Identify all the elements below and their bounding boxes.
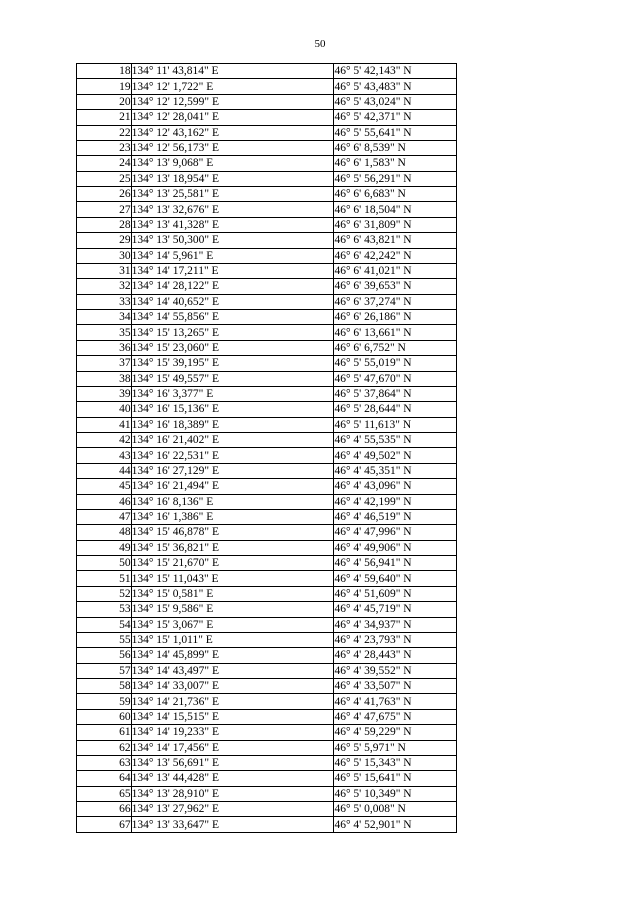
longitude-cell: 134° 15' 21,670" E	[131, 556, 334, 571]
point-number-cell: 53	[77, 602, 132, 617]
longitude-cell: 134° 11' 43,814" E	[131, 64, 334, 79]
point-number-cell: 66	[77, 802, 132, 817]
longitude-cell: 134° 15' 39,195" E	[131, 356, 334, 371]
longitude-cell: 134° 14' 40,652" E	[131, 294, 334, 309]
point-number-cell: 40	[77, 402, 132, 417]
table-row	[77, 248, 457, 263]
table-row	[77, 786, 457, 801]
table-row	[77, 417, 457, 432]
latitude-cell: 46° 4' 42,199" N	[334, 494, 457, 509]
point-number-cell: 39	[77, 386, 132, 401]
table-row	[77, 371, 457, 386]
latitude-cell: 46° 6' 8,539" N	[334, 140, 457, 155]
table-row	[77, 586, 457, 601]
table-row	[77, 802, 457, 817]
latitude-cell: 46° 4' 33,507" N	[334, 679, 457, 694]
longitude-cell: 134° 14' 45,899" E	[131, 648, 334, 663]
latitude-cell: 46° 4' 46,519" N	[334, 509, 457, 524]
point-number-cell: 45	[77, 479, 132, 494]
point-number-cell: 30	[77, 248, 132, 263]
point-number-cell: 36	[77, 340, 132, 355]
point-number-cell: 22	[77, 125, 132, 140]
longitude-cell: 134° 12' 56,173" E	[131, 140, 334, 155]
point-number-cell: 65	[77, 786, 132, 801]
table-row	[77, 725, 457, 740]
table-row	[77, 94, 457, 109]
longitude-cell: 134° 16' 1,386" E	[131, 509, 334, 524]
point-number-cell: 51	[77, 571, 132, 586]
point-number-cell: 58	[77, 679, 132, 694]
longitude-cell: 134° 12' 43,162" E	[131, 125, 334, 140]
coordinates-table-body	[77, 64, 457, 833]
point-number-cell: 24	[77, 156, 132, 171]
latitude-cell: 46° 4' 45,719" N	[334, 602, 457, 617]
point-number-cell: 63	[77, 755, 132, 770]
table-row	[77, 679, 457, 694]
latitude-cell: 46° 5' 15,641" N	[334, 771, 457, 786]
latitude-cell: 46° 4' 52,901" N	[334, 817, 457, 832]
point-number-cell: 25	[77, 171, 132, 186]
longitude-cell: 134° 16' 18,389" E	[131, 417, 334, 432]
longitude-cell: 134° 15' 1,011" E	[131, 632, 334, 647]
table-row	[77, 325, 457, 340]
latitude-cell: 46° 4' 59,640" N	[334, 571, 457, 586]
longitude-cell: 134° 15' 36,821" E	[131, 540, 334, 555]
point-number-cell: 50	[77, 556, 132, 571]
longitude-cell: 134° 13' 32,676" E	[131, 202, 334, 217]
table-row	[77, 463, 457, 478]
point-number-cell: 20	[77, 94, 132, 109]
point-number-cell: 55	[77, 632, 132, 647]
point-number-cell: 18	[77, 64, 132, 79]
longitude-cell: 134° 13' 41,328" E	[131, 217, 334, 232]
longitude-cell: 134° 14' 17,456" E	[131, 740, 334, 755]
longitude-cell: 134° 13' 18,954" E	[131, 171, 334, 186]
point-number-cell: 46	[77, 494, 132, 509]
latitude-cell: 46° 6' 39,653" N	[334, 279, 457, 294]
latitude-cell: 46° 5' 42,371" N	[334, 110, 457, 125]
longitude-cell: 134° 16' 21,494" E	[131, 479, 334, 494]
table-row	[77, 386, 457, 401]
latitude-cell: 46° 4' 59,229" N	[334, 725, 457, 740]
latitude-cell: 46° 5' 28,644" N	[334, 402, 457, 417]
point-number-cell: 67	[77, 817, 132, 832]
latitude-cell: 46° 5' 0,008" N	[334, 802, 457, 817]
longitude-cell: 134° 13' 44,428" E	[131, 771, 334, 786]
point-number-cell: 54	[77, 617, 132, 632]
longitude-cell: 134° 14' 55,856" E	[131, 310, 334, 325]
table-row	[77, 525, 457, 540]
latitude-cell: 46° 4' 41,763" N	[334, 694, 457, 709]
table-row	[77, 602, 457, 617]
latitude-cell: 46° 5' 10,349" N	[334, 786, 457, 801]
table-row	[77, 648, 457, 663]
table-row	[77, 740, 457, 755]
point-number-cell: 47	[77, 509, 132, 524]
table-row	[77, 433, 457, 448]
table-row	[77, 509, 457, 524]
point-number-cell: 41	[77, 417, 132, 432]
latitude-cell: 46° 6' 42,242" N	[334, 248, 457, 263]
latitude-cell: 46° 5' 47,670" N	[334, 371, 457, 386]
point-number-cell: 27	[77, 202, 132, 217]
latitude-cell: 46° 6' 6,752" N	[334, 340, 457, 355]
longitude-cell: 134° 13' 9,068" E	[131, 156, 334, 171]
longitude-cell: 134° 16' 22,531" E	[131, 448, 334, 463]
longitude-cell: 134° 15' 0,581" E	[131, 586, 334, 601]
point-number-cell: 37	[77, 356, 132, 371]
latitude-cell: 46° 5' 55,019" N	[334, 356, 457, 371]
longitude-cell: 134° 14' 21,736" E	[131, 694, 334, 709]
longitude-cell: 134° 13' 28,910" E	[131, 786, 334, 801]
table-row	[77, 479, 457, 494]
latitude-cell: 46° 4' 45,351" N	[334, 463, 457, 478]
longitude-cell: 134° 12' 1,722" E	[131, 79, 334, 94]
table-row	[77, 233, 457, 248]
table-row	[77, 617, 457, 632]
point-number-cell: 23	[77, 140, 132, 155]
latitude-cell: 46° 6' 41,021" N	[334, 263, 457, 278]
table-row	[77, 663, 457, 678]
point-number-cell: 44	[77, 463, 132, 478]
point-number-cell: 59	[77, 694, 132, 709]
latitude-cell: 46° 5' 37,864" N	[334, 386, 457, 401]
longitude-cell: 134° 16' 8,136" E	[131, 494, 334, 509]
longitude-cell: 134° 12' 12,599" E	[131, 94, 334, 109]
table-row	[77, 556, 457, 571]
latitude-cell: 46° 4' 43,096" N	[334, 479, 457, 494]
table-row	[77, 448, 457, 463]
table-row	[77, 202, 457, 217]
table-row	[77, 402, 457, 417]
point-number-cell: 61	[77, 725, 132, 740]
longitude-cell: 134° 15' 3,067" E	[131, 617, 334, 632]
table-row	[77, 694, 457, 709]
longitude-cell: 134° 16' 3,377" E	[131, 386, 334, 401]
table-row	[77, 632, 457, 647]
point-number-cell: 35	[77, 325, 132, 340]
latitude-cell: 46° 6' 13,661" N	[334, 325, 457, 340]
longitude-cell: 134° 15' 11,043" E	[131, 571, 334, 586]
point-number-cell: 34	[77, 310, 132, 325]
table-row	[77, 356, 457, 371]
table-row	[77, 340, 457, 355]
point-number-cell: 43	[77, 448, 132, 463]
latitude-cell: 46° 4' 28,443" N	[334, 648, 457, 663]
point-number-cell: 29	[77, 233, 132, 248]
table-row	[77, 64, 457, 79]
latitude-cell: 46° 4' 51,609" N	[334, 586, 457, 601]
latitude-cell: 46° 6' 1,583" N	[334, 156, 457, 171]
latitude-cell: 46° 6' 31,809" N	[334, 217, 457, 232]
latitude-cell: 46° 5' 43,024" N	[334, 94, 457, 109]
point-number-cell: 62	[77, 740, 132, 755]
point-number-cell: 52	[77, 586, 132, 601]
latitude-cell: 46° 5' 55,641" N	[334, 125, 457, 140]
latitude-cell: 46° 4' 55,535" N	[334, 433, 457, 448]
table-row	[77, 156, 457, 171]
latitude-cell: 46° 6' 18,504" N	[334, 202, 457, 217]
table-row	[77, 187, 457, 202]
point-number-cell: 49	[77, 540, 132, 555]
longitude-cell: 134° 15' 46,878" E	[131, 525, 334, 540]
point-number-cell: 21	[77, 110, 132, 125]
point-number-cell: 31	[77, 263, 132, 278]
latitude-cell: 46° 5' 56,291" N	[334, 171, 457, 186]
point-number-cell: 38	[77, 371, 132, 386]
table-row	[77, 571, 457, 586]
table-row	[77, 279, 457, 294]
point-number-cell: 57	[77, 663, 132, 678]
page-number: 50	[314, 38, 326, 50]
longitude-cell: 134° 15' 49,557" E	[131, 371, 334, 386]
latitude-cell: 46° 6' 43,821" N	[334, 233, 457, 248]
table-row	[77, 540, 457, 555]
longitude-cell: 134° 12' 28,041" E	[131, 110, 334, 125]
point-number-cell: 28	[77, 217, 132, 232]
table-row	[77, 755, 457, 770]
point-number-cell: 64	[77, 771, 132, 786]
table-row	[77, 263, 457, 278]
latitude-cell: 46° 5' 43,483" N	[334, 79, 457, 94]
longitude-cell: 134° 14' 15,515" E	[131, 709, 334, 724]
table-row	[77, 125, 457, 140]
longitude-cell: 134° 13' 56,691" E	[131, 755, 334, 770]
latitude-cell: 46° 5' 11,613" N	[334, 417, 457, 432]
table-row	[77, 817, 457, 832]
latitude-cell: 46° 6' 6,683" N	[334, 187, 457, 202]
latitude-cell: 46° 5' 5,971" N	[334, 740, 457, 755]
point-number-cell: 33	[77, 294, 132, 309]
longitude-cell: 134° 14' 43,497" E	[131, 663, 334, 678]
longitude-cell: 134° 14' 17,211" E	[131, 263, 334, 278]
table-row	[77, 217, 457, 232]
latitude-cell: 46° 4' 49,502" N	[334, 448, 457, 463]
longitude-cell: 134° 16' 21,402" E	[131, 433, 334, 448]
point-number-cell: 60	[77, 709, 132, 724]
latitude-cell: 46° 4' 49,906" N	[334, 540, 457, 555]
latitude-cell: 46° 6' 37,274" N	[334, 294, 457, 309]
table-row	[77, 140, 457, 155]
table-row	[77, 494, 457, 509]
coordinates-table	[76, 63, 457, 833]
point-number-cell: 56	[77, 648, 132, 663]
point-number-cell: 19	[77, 79, 132, 94]
table-row	[77, 110, 457, 125]
longitude-cell: 134° 13' 25,581" E	[131, 187, 334, 202]
table-row	[77, 709, 457, 724]
longitude-cell: 134° 16' 27,129" E	[131, 463, 334, 478]
latitude-cell: 46° 4' 34,937" N	[334, 617, 457, 632]
table-row	[77, 294, 457, 309]
longitude-cell: 134° 15' 9,586" E	[131, 602, 334, 617]
longitude-cell: 134° 15' 23,060" E	[131, 340, 334, 355]
longitude-cell: 134° 13' 33,647" E	[131, 817, 334, 832]
table-row	[77, 79, 457, 94]
point-number-cell: 32	[77, 279, 132, 294]
longitude-cell: 134° 14' 28,122" E	[131, 279, 334, 294]
longitude-cell: 134° 14' 33,007" E	[131, 679, 334, 694]
latitude-cell: 46° 6' 26,186" N	[334, 310, 457, 325]
latitude-cell: 46° 4' 23,793" N	[334, 632, 457, 647]
latitude-cell: 46° 4' 47,996" N	[334, 525, 457, 540]
longitude-cell: 134° 13' 27,962" E	[131, 802, 334, 817]
point-number-cell: 42	[77, 433, 132, 448]
point-number-cell: 26	[77, 187, 132, 202]
latitude-cell: 46° 5' 42,143" N	[334, 64, 457, 79]
table-row	[77, 310, 457, 325]
longitude-cell: 134° 14' 5,961" E	[131, 248, 334, 263]
table-row	[77, 771, 457, 786]
latitude-cell: 46° 4' 47,675" N	[334, 709, 457, 724]
latitude-cell: 46° 5' 15,343" N	[334, 755, 457, 770]
longitude-cell: 134° 13' 50,300" E	[131, 233, 334, 248]
longitude-cell: 134° 16' 15,136" E	[131, 402, 334, 417]
latitude-cell: 46° 4' 56,941" N	[334, 556, 457, 571]
longitude-cell: 134° 15' 13,265" E	[131, 325, 334, 340]
latitude-cell: 46° 4' 39,552" N	[334, 663, 457, 678]
table-row	[77, 171, 457, 186]
longitude-cell: 134° 14' 19,233" E	[131, 725, 334, 740]
point-number-cell: 48	[77, 525, 132, 540]
